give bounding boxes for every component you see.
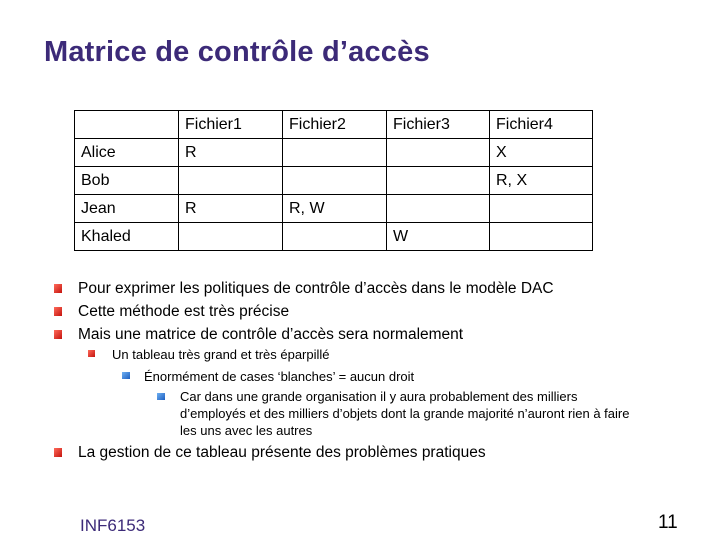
matrix-cell: R [179,195,283,223]
page-number: 11 [658,512,678,533]
matrix-cell [387,167,490,195]
square-bullet-icon [54,330,62,339]
square-bullet-icon [122,372,130,379]
square-bullet-icon [54,448,62,457]
sub-bullet-text: Un tableau très grand et très éparpillé [112,347,330,362]
matrix-row [75,195,593,223]
matrix-cell [283,167,387,195]
square-bullet-icon [54,284,62,293]
bullet-text: Mais une matrice de contrôle d’accès sera normalement [78,326,464,343]
matrix-cell [179,223,283,251]
matrix-cell [387,195,490,223]
square-bullet-icon [88,350,95,357]
matrix-cell: R, W [283,195,387,223]
matrix-cell: R [179,139,283,167]
matrix-row-header: Bob [75,167,179,195]
matrix-cell: R, X [490,167,593,195]
sub-bullet-text: Car dans une grande organisation il y aura probablement des milliers d’employés et des milliers d’objets dont la grande majorité n’auront rien à faire les uns avec les autres [180,389,630,438]
square-bullet-icon [157,393,165,400]
sub-bullet-text: Énormément de cases ‘blanches’ = aucun droit [144,369,415,384]
matrix-cell [283,139,387,167]
matrix-row-header: Alice [75,139,179,167]
matrix-cell [490,195,593,223]
matrix-cell [179,167,283,195]
bullet-text: La gestion de ce tableau présente des problèmes pratiques [78,444,486,461]
matrix-cell [387,139,490,167]
matrix-cell [490,223,593,251]
bullet-text: Pour exprimer les politiques de contrôle d’accès dans le modèle DAC [78,280,554,297]
matrix-cell: W [387,223,490,251]
matrix-header-cell: Fichier2 [283,111,387,139]
matrix-header-cell: Fichier3 [387,111,490,139]
matrix-header-row [75,111,593,139]
matrix-row [75,139,593,167]
matrix-header-cell: Fichier1 [179,111,283,139]
matrix-cell: X [490,139,593,167]
access-control-matrix [74,110,593,251]
slide-title: Matrice de contrôle d’accès [44,36,430,68]
matrix-row-header: Jean [75,195,179,223]
matrix-corner-cell [75,111,179,139]
bullet-text: Cette méthode est très précise [78,303,290,320]
square-bullet-icon [54,307,62,316]
matrix-cell [283,223,387,251]
matrix-row [75,167,593,195]
footer-course-code: INF6153 [80,516,146,535]
matrix-row [75,223,593,251]
matrix-row-header: Khaled [75,223,179,251]
matrix-header-cell: Fichier4 [490,111,593,139]
